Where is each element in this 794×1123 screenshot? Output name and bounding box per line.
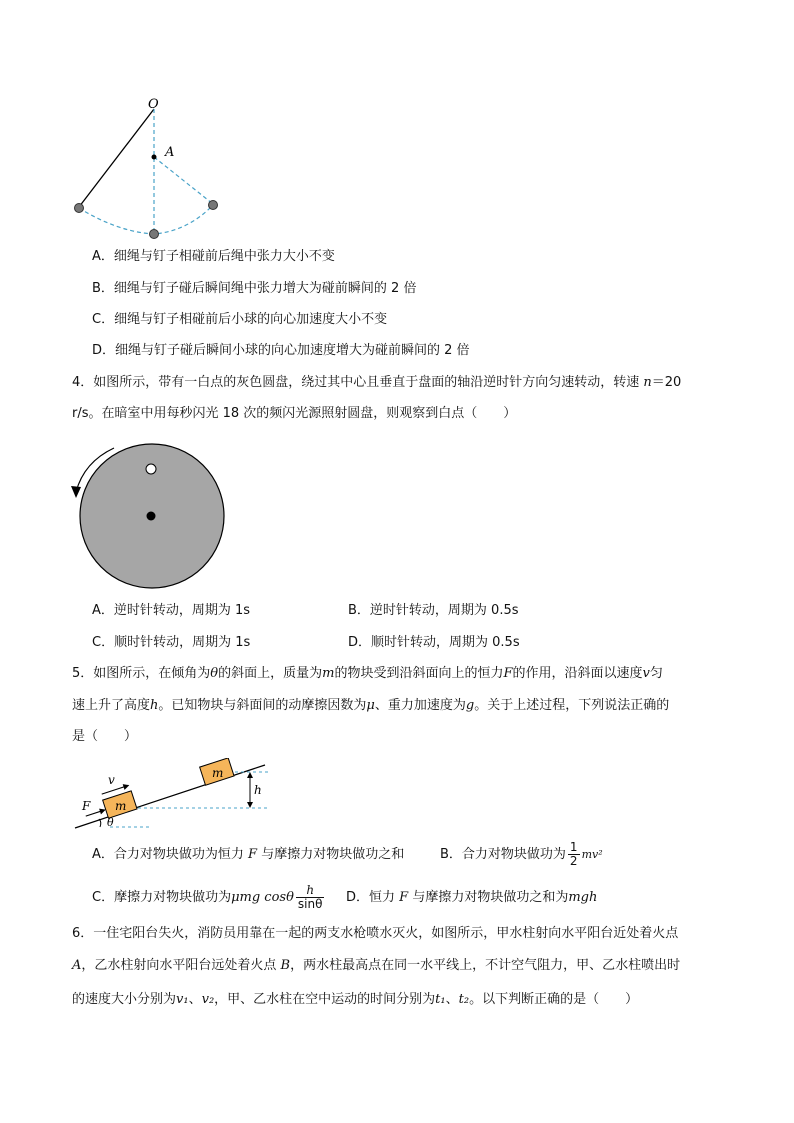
height-arrow-up-icon bbox=[247, 772, 253, 778]
fraction-one-half: $\frac{1}{2}$ bbox=[569, 840, 578, 868]
incline-figure bbox=[70, 758, 275, 838]
ccw-arrowhead-icon bbox=[71, 486, 81, 498]
label-A: A bbox=[165, 145, 175, 160]
label-h: h bbox=[254, 783, 262, 797]
velocity-arrowhead-icon bbox=[123, 782, 131, 790]
q4-option-a: A．逆时针转动，周期为 1s bbox=[92, 603, 251, 618]
q4-option-d: D．顺时针转动，周期为 0.5s bbox=[348, 635, 520, 650]
q4-stem-line2: r/s。在暗室中用每秒闪光 18 次的频闪光源照射圆盘，则观察到白点（ ） bbox=[72, 406, 517, 421]
ball-right bbox=[209, 201, 218, 210]
q5-option-c: C．摩擦力对物块做功为μmg cosθ $\frac{h}{\sin\theta}$ bbox=[92, 883, 323, 911]
q6-stem-line3: 的速度大小分别为v₁、v₂，甲、乙水柱在空中运动的时间分别为t₁、t₂。以下判断正确的是（ ） bbox=[72, 992, 639, 1007]
label-theta: θ bbox=[107, 816, 114, 829]
label-O: O bbox=[148, 97, 159, 112]
white-dot bbox=[146, 464, 156, 474]
q4-option-b: B．逆时针转动，周期为 0.5s bbox=[348, 603, 519, 618]
rotating-disk-figure bbox=[62, 434, 232, 599]
rope-short bbox=[154, 157, 213, 204]
fraction-h-over-sin: $\frac{h}{\sin\theta}$ bbox=[297, 883, 323, 911]
q3-option-b: B．细绳与钉子碰后瞬间绳中张力增大为碰前瞬间的 2 倍 bbox=[92, 281, 417, 296]
q3-option-a: A．细绳与钉子相碰前后绳中张力大小不变 bbox=[92, 249, 335, 264]
q5-stem-line2: 速上升了高度h。已知物块与斜面间的动摩擦因数为μ、重力加速度为g。关于上述过程，下列说法正确的 bbox=[72, 698, 670, 713]
pendulum-figure bbox=[68, 94, 228, 244]
q5-stem-line1: 5．如图所示，在倾角为θ的斜面上，质量为m的物块受到沿斜面向上的恒力F的作用，沿斜面以速度v匀 bbox=[72, 666, 663, 681]
label-F: F bbox=[82, 799, 91, 813]
q5-stem-line3: 是（ ） bbox=[72, 729, 138, 744]
label-m-lower: m bbox=[115, 799, 127, 813]
label-v: v bbox=[108, 773, 115, 787]
rope-left bbox=[79, 109, 154, 207]
label-m-upper: m bbox=[212, 766, 224, 780]
q5-option-b: B．合力对物块做功为 $\frac{1}{2}$ mv² bbox=[440, 840, 603, 868]
height-arrow-down-icon bbox=[247, 802, 253, 808]
nail-point bbox=[152, 155, 157, 160]
ball-bottom bbox=[150, 230, 159, 239]
q4-stem-line1: 4．如图所示，带有一白点的灰色圆盘，绕过其中心且垂直于盘面的轴沿逆时针方向匀速转动，转速 n＝20 bbox=[72, 375, 682, 390]
q3-option-c: C．细绳与钉子相碰前后小球的向心加速度大小不变 bbox=[92, 312, 388, 327]
q5-option-d: D．恒力 F 与摩擦力对物块做功之和为mgh bbox=[346, 890, 598, 905]
incline-surface bbox=[75, 765, 265, 828]
center-dot bbox=[147, 512, 156, 521]
q6-stem-line2: A，乙水柱射向水平阳台远处着火点 B，两水柱最高点在同一水平线上，不计空气阻力，甲、乙水柱喷出时 bbox=[72, 958, 681, 973]
q5-option-a: A．合力对物块做功为恒力 F 与摩擦力对物块做功之和 bbox=[92, 847, 405, 862]
q6-stem-line1: 6．一住宅阳台失火，消防员用靠在一起的两支水枪喷水灭火，如图所示，甲水柱射向水平阳台近处着火点 bbox=[72, 926, 679, 941]
q3-option-d: D．细绳与钉子碰后瞬间小球的向心加速度增大为碰前瞬间的 2 倍 bbox=[92, 343, 470, 358]
ball-left bbox=[75, 204, 84, 213]
q4-option-c: C．顺时针转动，周期为 1s bbox=[92, 635, 251, 650]
swing-arc bbox=[79, 205, 213, 234]
